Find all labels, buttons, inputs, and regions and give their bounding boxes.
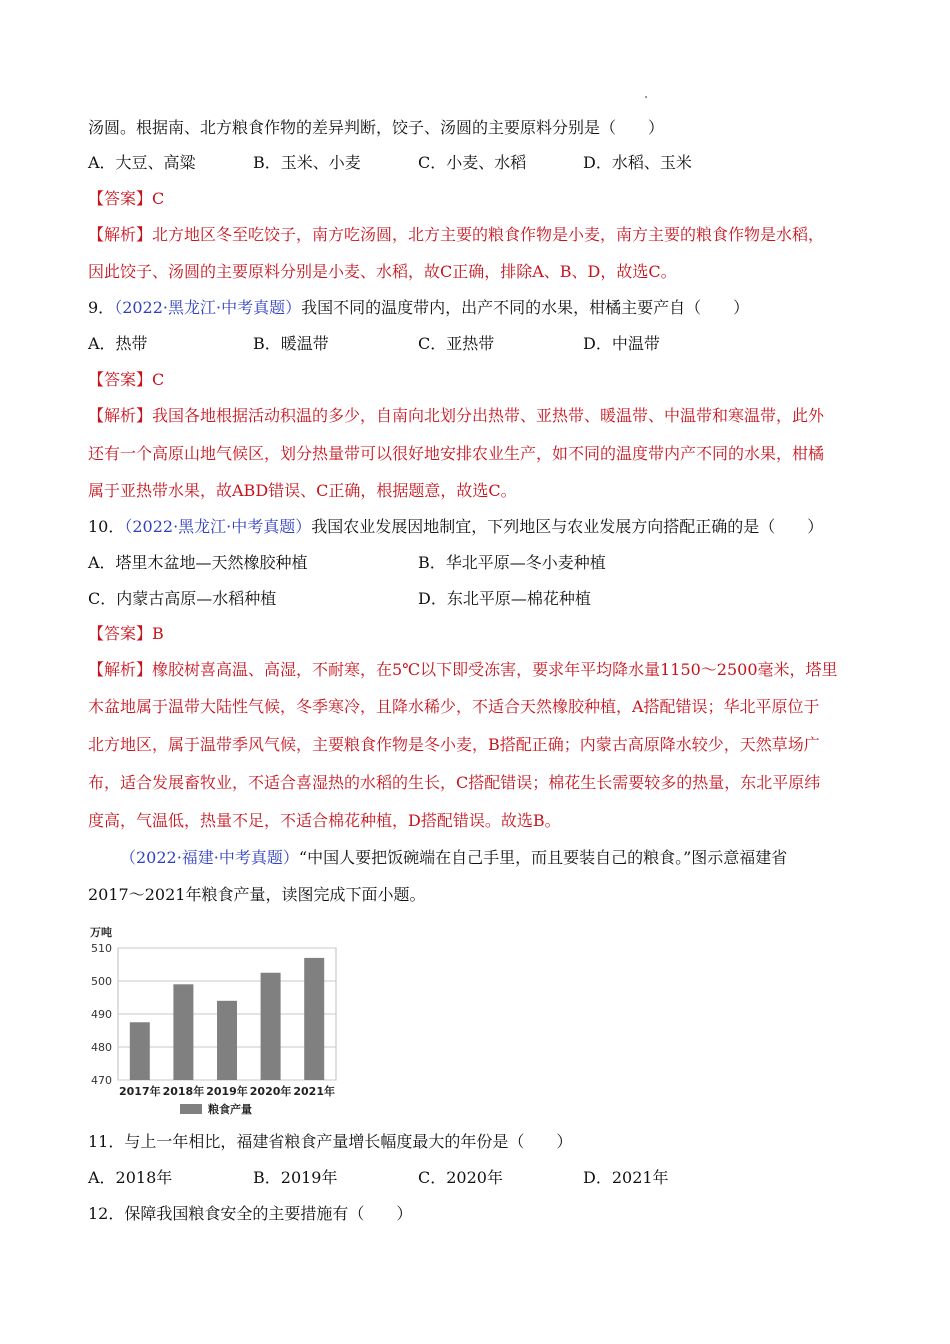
legend-label: 粮食产量 — [208, 1103, 252, 1116]
q8-analysis-line: 【解析】北方地区冬至吃饺子，南方吃汤圆，北方主要的粮食作物是小麦，南方主要的粮食作物是水稻， — [88, 225, 825, 244]
q12-stem: 12．保障我国粮食安全的主要措施有（ ） — [88, 1204, 413, 1223]
chart-y-tick-label: 510 — [91, 942, 112, 955]
q9-option-b: B．暖温带 — [253, 334, 329, 353]
q11-option-d: D．2021年 — [583, 1168, 669, 1187]
chart-y-ticks — [91, 942, 112, 1087]
q8-stem: 汤圆。根据南、北方粮食作物的差异判断，饺子、汤圆的主要原料分别是（ ） — [88, 118, 665, 137]
page-mark — [645, 96, 647, 98]
q8-option-d: D．水稻、玉米 — [583, 153, 692, 172]
q10-option-b: B．华北平原—冬小麦种植 — [418, 553, 606, 572]
q10-option-d: D．东北平原—棉花种植 — [418, 589, 591, 608]
chart-y-tick-label: 500 — [91, 975, 112, 988]
q10-stem: 我国农业发展因地制宜，下列地区与农业发展方向搭配正确的是（ ） — [311, 517, 824, 536]
q10-analysis-line: 度高，气温低，热量不足，不适合棉花种植，D搭配错误。故选B。 — [88, 811, 561, 830]
q9-analysis-line: 还有一个高原山地气候区，划分热量带可以很好地安排农业生产，如不同的温度带内产不同的水果，柑橘 — [88, 444, 825, 463]
q9-option-d: D．中温带 — [583, 334, 660, 353]
q11-option-b: B．2019年 — [253, 1168, 338, 1187]
q9-option-c: C．亚热带 — [418, 334, 495, 353]
chart-y-tick-label: 490 — [91, 1008, 112, 1021]
group-source: （2022·福建·中考真题） — [120, 848, 299, 867]
chart-y-tick-label: 470 — [91, 1074, 112, 1087]
q10-analysis-line: 【解析】橡胶树喜高温、高湿，不耐寒，在5℃以下即受冻害，要求年平均降水量1150～2500毫米，塔里 — [88, 660, 838, 679]
chart-bar — [261, 973, 281, 1080]
chart-x-tick-label: 2020年 — [249, 1085, 292, 1098]
q10-analysis-line: 布，适合发展畜牧业，不适合喜湿热的水稻的生长，C搭配错误；棉花生长需要较多的热量，东北平原纬 — [88, 773, 821, 792]
q9-answer: 【答案】C — [88, 370, 165, 389]
grain-output-bar-chart — [88, 922, 348, 1118]
chart-x-ticks — [119, 1084, 335, 1098]
group-stem: “中国人要把饭碗端在自己手里，而且要装自己的粮食。”图示意福建省 — [298, 848, 788, 867]
chart-y-tick-label: 480 — [91, 1041, 112, 1054]
chart-x-tick-label: 2019年 — [206, 1085, 248, 1098]
q10-analysis-line: 北方地区，属于温带季风气候，主要粮食作物是冬小麦，B搭配正确；内蒙古高原降水较少，天然草场广 — [88, 735, 820, 754]
q11-stem: 11．与上一年相比，福建省粮食产量增长幅度最大的年份是（ ） — [88, 1132, 573, 1151]
q9-stem: 我国不同的温度带内，出产不同的水果，柑橘主要产自（ ） — [301, 298, 750, 317]
legend-swatch — [180, 1104, 202, 1114]
q9-number: 9． — [88, 298, 115, 317]
chart-bar — [130, 1022, 150, 1080]
q10-stem-line — [88, 517, 862, 537]
chart-bar — [304, 958, 324, 1080]
q10-source: （2022·黑龙江·中考真题） — [124, 517, 312, 536]
group-stem-line — [120, 848, 862, 868]
q8-analysis-line: 因此饺子、汤圆的主要原料分别是小麦、水稻，故C正确，排除A、B、D，故选C。 — [88, 262, 677, 281]
q8-answer: 【答案】C — [88, 189, 165, 208]
q11-option-a: A．2018年 — [88, 1168, 173, 1187]
q9-option-a: A．热带 — [88, 334, 148, 353]
group-stem-line-2: 2017～2021年粮食产量，读图完成下面小题。 — [88, 885, 426, 904]
q9-source: （2022·黑龙江·中考真题） — [114, 298, 302, 317]
chart-y-axis-label: 万吨 — [90, 926, 112, 939]
q11-option-c: C．2020年 — [418, 1168, 503, 1187]
q9-analysis-line: 【解析】我国各地根据活动积温的多少，自南向北划分出热带、亚热带、暖温带、中温带和寒温带，此外 — [88, 406, 825, 425]
q10-number: 10． — [88, 517, 125, 536]
q10-option-a: A．塔里木盆地—天然橡胶种植 — [88, 553, 308, 572]
q8-option-c: C．小麦、水稻 — [418, 153, 527, 172]
q10-analysis-line: 木盆地属于温带大陆性气候，冬季寒冷，且降水稀少，不适合天然橡胶种植，A搭配错误；华北平原位于 — [88, 697, 820, 716]
chart-bars — [130, 958, 324, 1080]
q9-stem-line — [88, 298, 862, 318]
q10-answer: 【答案】B — [88, 624, 164, 643]
chart-bar — [217, 1001, 237, 1080]
q8-option-b: B．玉米、小麦 — [253, 153, 361, 172]
q8-option-a: A．大豆、高粱 — [88, 153, 196, 172]
chart-x-tick-label: 2021年 — [293, 1085, 336, 1098]
chart-x-tick-label: 2018年 — [162, 1085, 205, 1098]
chart-bar — [173, 984, 193, 1080]
chart-x-tick-label: 2017年 — [118, 1085, 161, 1098]
q9-analysis-line: 属于亚热带水果，故ABD错误、C正确，根据题意，故选C。 — [88, 481, 517, 500]
q10-option-c: C．内蒙古高原—水稻种植 — [88, 589, 277, 608]
